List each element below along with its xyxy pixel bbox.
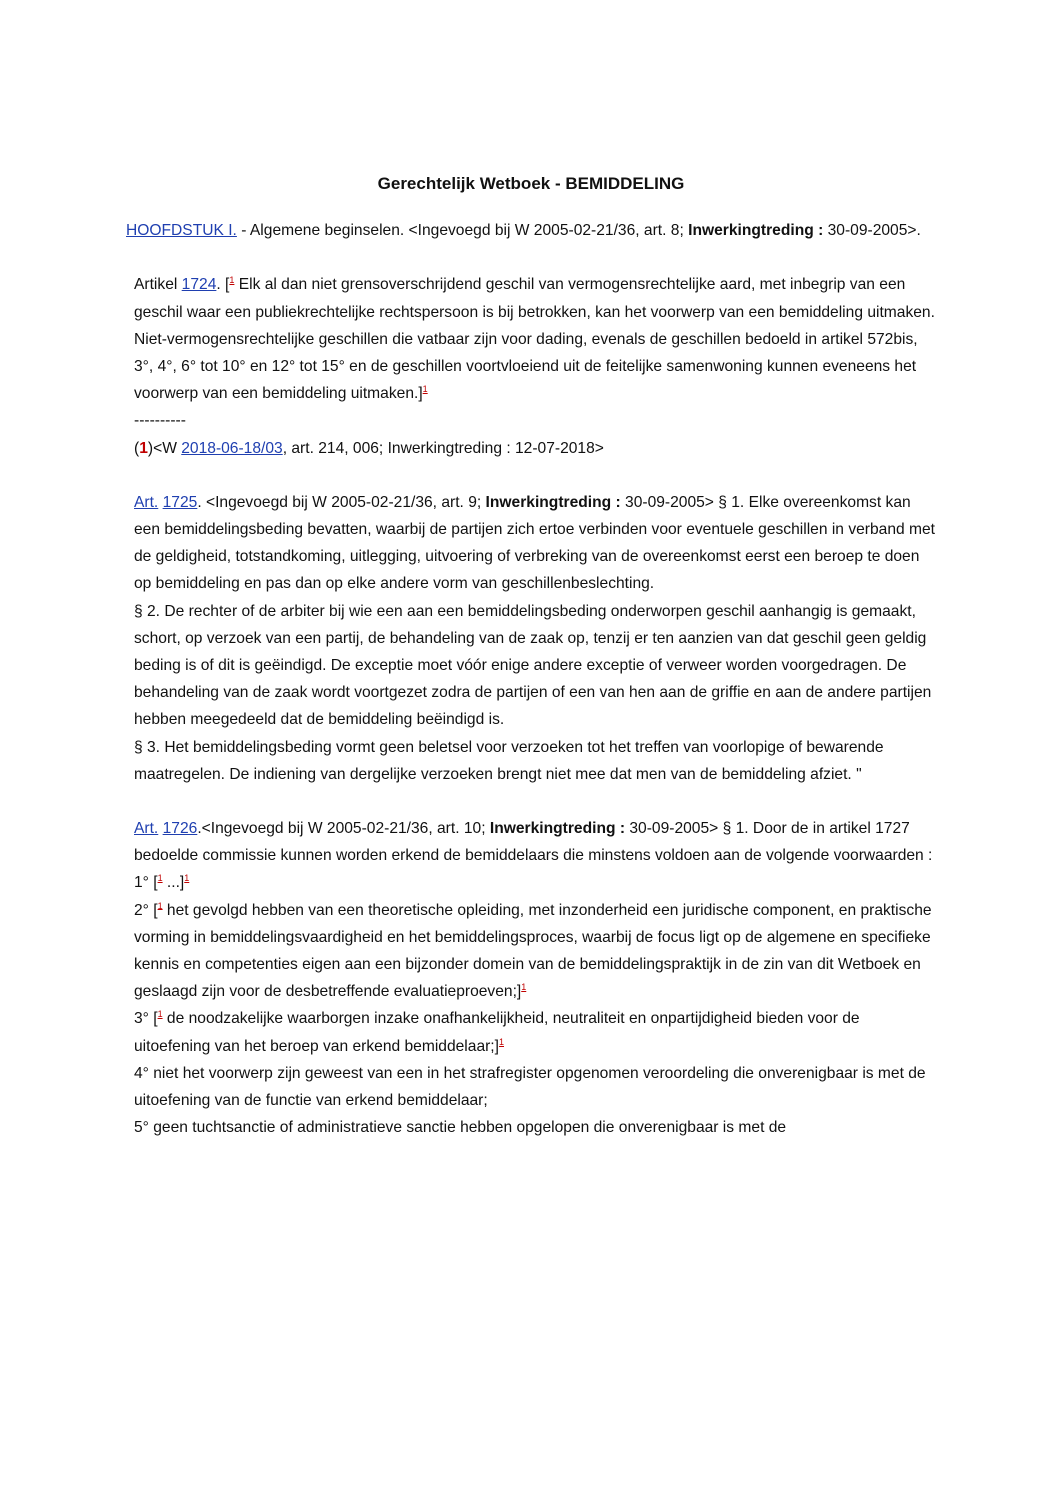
article-1725-paragraph-3: § 3. Het bemiddelingsbeding vormt geen beletsel voor verzoeken tot het treffen van voorlopige of bewarende maatregelen. De indiening van dergelijke verzoeken brengt niet mee dat men van de bemiddeling afziet. " [134, 738, 884, 783]
footnote-ref[interactable]: 1 [229, 275, 235, 286]
footnote-ref[interactable]: 1 [157, 900, 163, 911]
footnote-ref[interactable]: 1 [521, 982, 527, 993]
chapter-heading: HOOFDSTUK I. - Algemene beginselen. <Ingevoegd bij W 2005-02-21/36, art. 8; Inwerkingtreding : 30-09-2005>. [126, 222, 921, 240]
list-item-3: 3° [$^1$ de noodzakelijke waarborgen inzake onafhankelijkheid, neutraliteit en onpartijdigheid bieden voor de uitoefening van het beroep van erkend bemiddelaar;]$^1$ [134, 1009, 860, 1055]
footnote-ref[interactable]: 1 [184, 873, 190, 884]
footnote-number: 1 [139, 439, 148, 457]
article-1725-paragraph-2: § 2. De rechter of de arbiter bij wie een aan een bemiddelingsbeding onderworpen geschil aanhangig is gemaakt, schort, op verzoek van een partij, de behandeling van de zaak op, tenzij er ten aanzien van dat geschil geen geldig beding is of dit is geëindigd. De exceptie moet vóór enige andere exceptie of verweer worden voorgedragen. De behandeling van de zaak wordt voortgezet zodra de partijen of een van hen aan de griffie en aan de andere partijen hebben meegedeeld dat de bemiddeling beëindigd is. [134, 602, 932, 729]
article-1724-link[interactable]: 1724 [181, 276, 217, 294]
article-1726-link[interactable]: 1726 [162, 820, 198, 838]
footnote-ref[interactable]: 1 [157, 873, 163, 884]
list-item-4: 4° niet het voorwerp zijn geweest van een in het strafregister opgenomen veroordeling die onverenigbaar is met de uitoefening van de functie van erkend bemiddelaar; [134, 1064, 926, 1110]
footnote-ref[interactable]: 1 [422, 384, 428, 395]
article-1725-link[interactable]: 1725 [162, 493, 198, 511]
list-item-1: 1° [$^1$ ...]$^1$ [134, 873, 190, 892]
chapter-link[interactable]: HOOFDSTUK I. [126, 222, 237, 240]
art-link[interactable]: Art. [134, 820, 159, 838]
article-1726: Art. 1726.<Ingevoegd bij W 2005-02-21/36, art. 10; Inwerkingtreding : 30-09-2005> § 1. Door de in artikel 1727 bedoelde commissie kunnen worden erkend de bemiddelaars die minstens voldoen aan de volgende voorwaarden : [134, 820, 933, 865]
footnote-separator: ---------- [134, 412, 186, 430]
list-item-5: 5° geen tuchtsanctie of administratieve sanctie hebben opgelopen die onverenigbaar is met de [134, 1119, 787, 1137]
footnote-1724: (1)<W 2018-06-18/03, art. 214, 006; Inwerkingtreding : 12-07-2018> [134, 439, 604, 457]
list-item-2: 2° [$^1$ het gevolgd hebben van een theoretische opleiding, met inzonderheid een juridische component, en praktische vorming in bemiddelingsvaardigheid en het bemiddelingsproces, waarbij de focus ligt op de algemene en specifieke kennis en competenties eigen aan een bijzonder domein van de bemiddelingspraktijk in de zin van dit Wetboek en geslaagd zijn voor de desbetreffende evaluatieproeven;]$^1$ [134, 900, 932, 1001]
footnote-ref[interactable]: 1 [157, 1009, 163, 1020]
document-page [126, 170, 936, 1142]
article-1724: Artikel 1724. [$^1$ Elk al dan niet grensoverschrijdend geschil van vermogensrechtelijke aard, met inbegrip van een geschil waar een publiekrechtelijke rechtspersoon is bij betrokken, kan het voorwerp van een bemiddeling uitmaken. Niet-vermogensrechtelijke geschillen die vatbaar zijn voor dading, evenals de geschillen bedoeld in artikel 572bis, 3°, 4°, 6° tot 10° en 12° tot 15° en de geschillen voortvloeiend uit de feitelijke samenwoning kunnen eveneens het voorwerp van een bemiddeling uitmaken.]$^1$ [134, 275, 935, 403]
law-2018-link[interactable]: 2018-06-18/03 [181, 439, 283, 457]
art-link[interactable]: Art. [134, 493, 159, 511]
document-title: Gerechtelijk Wetboek - BEMIDDELING [377, 174, 685, 193]
footnote-ref[interactable]: 1 [498, 1036, 504, 1047]
article-1725: Art. 1725. <Ingevoegd bij W 2005-02-21/36, art. 9; Inwerkingtreding : 30-09-2005> § 1. Elke overeenkomst kan een bemiddelingsbeding bevatten, waarbij de partijen zich ertoe verbinden voor eventuele geschillen in verband met de geldigheid, totstandkoming, uitlegging, uitvoering of verbreking van de overeenkomst eerst een beroep te doen op bemiddeling en pas dan op elke andere vorm van geschillenbeslechting. [134, 493, 935, 593]
